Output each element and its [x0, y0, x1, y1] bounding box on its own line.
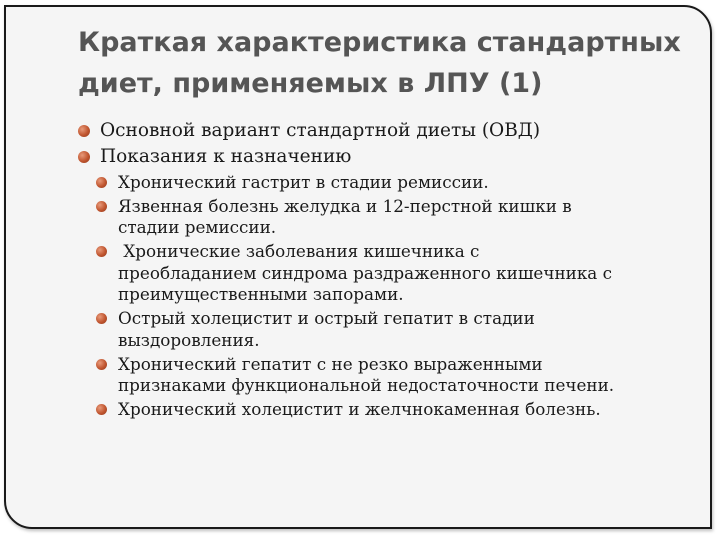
title-line-2: диет, применяемых в ЛПУ (1): [78, 68, 543, 99]
sub-bullet-line: стадии ремиссии.: [118, 217, 277, 238]
title-line-1: Краткая характеристика стандартных: [78, 27, 681, 58]
sub-bullet-item: [96, 354, 698, 397]
sub-bullet-line: преобладанием синдрома раздраженного кишечника с: [118, 262, 613, 283]
circle-bullet-icon: [96, 201, 107, 212]
sub-bullet-line: Язвенная болезнь желудка и 12-перстной кишки в: [118, 195, 572, 216]
sub-bullet-item: [96, 308, 698, 351]
sub-bullet-line: Хронический гепатит с не резко выраженными: [118, 353, 543, 374]
bullet-text: Основной вариант стандартной диеты (ОВД): [100, 120, 541, 141]
sub-bullet-item: [96, 196, 698, 239]
bullet-text: Показания к назначению: [100, 146, 352, 167]
circle-bullet-icon: [96, 359, 107, 370]
circle-bullet-icon: [78, 125, 90, 137]
circle-bullet-icon: [96, 313, 107, 324]
sub-bullet-item: [96, 241, 698, 306]
circle-bullet-icon: [96, 177, 107, 188]
slide-content: [78, 118, 698, 423]
sub-bullet-line: преимущественными запорами.: [118, 284, 404, 305]
circle-bullet-icon: [96, 246, 107, 257]
bullet-list: [78, 118, 698, 170]
sub-bullet-list: [96, 172, 698, 420]
sub-bullet-line: Хронический гастрит в стадии ремиссии.: [118, 172, 489, 192]
sub-bullet-item: [96, 172, 698, 194]
sub-bullet-item: [96, 399, 698, 421]
circle-bullet-icon: [96, 404, 107, 415]
slide-title: [78, 22, 681, 104]
sub-bullet-line: признаками функциональной недостаточности печени.: [118, 375, 615, 396]
circle-bullet-icon: [78, 151, 90, 163]
sub-bullet-line: выздоровления.: [118, 329, 260, 350]
bullet-item: [78, 118, 698, 144]
sub-bullet-line: Острый холецистит и острый гепатит в стадии: [118, 308, 535, 329]
sub-bullet-list-wrap: [96, 172, 698, 420]
sub-bullet-line: Хронический холецистит и желчнокаменная болезнь.: [118, 398, 601, 419]
bullet-item: [78, 144, 698, 170]
sub-bullet-line: Хронические заболевания кишечника с: [118, 241, 480, 262]
